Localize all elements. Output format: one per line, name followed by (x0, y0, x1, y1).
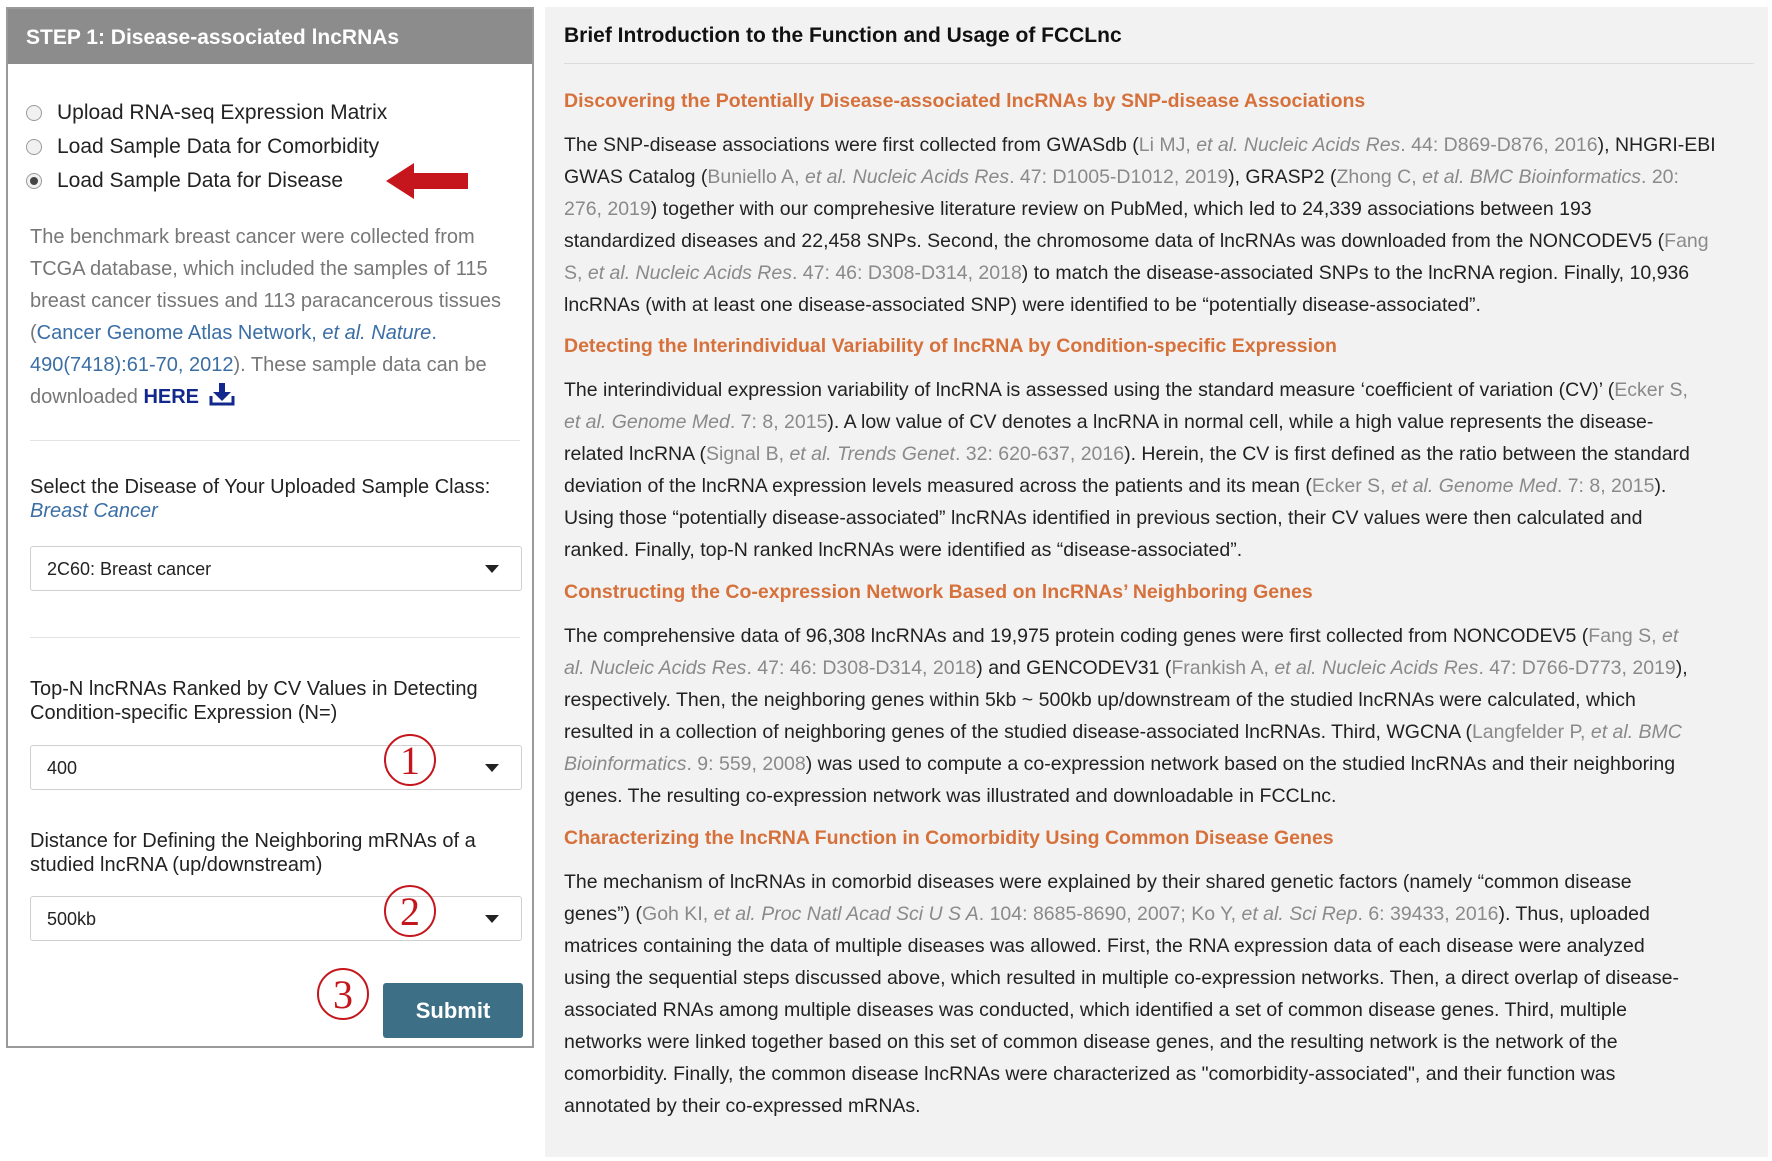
body-text: annotated by their co-expressed mRNAs. (564, 1095, 921, 1117)
citation-text: . 32: 620-637, 2016 (954, 443, 1125, 465)
citation-text: et al. Genome Med (564, 411, 730, 433)
body-text: The SNP-disease associations were first collected from GWASdb ( (564, 134, 1139, 156)
radio-icon[interactable] (26, 139, 42, 155)
citation-text: . 104: 8685-8690, 2007; Ko Y, (978, 903, 1242, 925)
body-text: resulted in a collection of neighboring genes of the studied disease-associated lncRNAs. Third, WGCNA ( (564, 721, 1472, 743)
topn-select[interactable] (30, 745, 522, 790)
citation-text: et al. Nucleic Acids Res (1196, 134, 1401, 156)
citation-text: et al. Nucleic Acids Res (804, 166, 1010, 188)
text-line (564, 1026, 1759, 1058)
citation-text: . 47: 46: D308-D314, 2018 (791, 262, 1022, 284)
citation-text: Bioinformatics (564, 753, 687, 775)
citation-text: . 47: D766-D773, 2019 (1478, 657, 1676, 679)
body-text: standardized diseases and 22,458 SNPs. Second, the chromosome data of lncRNAs was downloaded from the NONCODEV5 ( (564, 230, 1665, 252)
citation-text: . 6: 39433, 2016 (1357, 903, 1499, 925)
text-line (564, 716, 1759, 748)
body-text: The comprehensive data of 96,308 lncRNAs and 19,975 protein coding genes were first collected from NONCODEV5 ( (564, 625, 1589, 647)
text-line (564, 898, 1759, 930)
text-line (564, 930, 1759, 962)
text-line (564, 193, 1759, 225)
distance-select[interactable] (30, 896, 522, 941)
radio-sample-comorbidity[interactable] (26, 131, 379, 163)
body-text: The mechanism of lncRNAs in comorbid diseases were explained by their shared genetic factors (namely “common disease (564, 871, 1632, 893)
body-text: comorbidity. Finally, the common disease lncRNAs were characterized as "comorbidity-associated", and their function was (564, 1063, 1616, 1085)
selected-class-text: Breast Cancer (30, 500, 158, 522)
citation-text: et (1662, 625, 1679, 647)
text-line (564, 470, 1759, 502)
chevron-down-icon[interactable] (485, 764, 499, 772)
body-text: ). A low value of CV denotes a lncRNA in normal cell, while a high value represents the disease- (827, 411, 1654, 433)
text-line (564, 438, 1759, 470)
select-value: 500kb (47, 909, 97, 929)
sample-description: The benchmark breast cancer were collected from TCGA database, which included the samples of 115 breast cancer tissues and 113 paracancerous tissues (Cancer Genome Atlas Network, et al. Nature. 490(7418):61-70, 2012). These sample data can be downloaded HERE (30, 226, 502, 408)
citation-text: Zhong C, (1336, 166, 1423, 188)
citation-text: . 7: 8, 2015 (729, 411, 828, 433)
text-line (564, 780, 1759, 812)
citation-text: . 47: D1005-D1012, 2019 (1009, 166, 1229, 188)
citation-text: Fang S, (1588, 625, 1662, 647)
select-value: 400 (47, 758, 78, 778)
citation-text: S, (564, 262, 588, 284)
select-value: 2C60: Breast cancer (47, 559, 212, 579)
citation-text: Li MJ, (1138, 134, 1197, 156)
body-text: ), (1675, 657, 1688, 679)
distance-label: Distance for Defining the Neighboring mRNAs of a studied lncRNA (up/downstream) (30, 830, 476, 876)
citation-text: al. Nucleic Acids Res (564, 657, 747, 679)
body-text: genes. The resulting co-expression network was illustrated and downloadable in FCCLnc. (564, 785, 1337, 807)
section-title: Detecting the Interindividual Variability of lncRNA by Condition-specific Expression (564, 335, 1337, 357)
citation-text: Langfelder P, (1471, 721, 1591, 743)
body-text: respectively. Then, the neighboring genes within 5kb ~ 500kb up/downstream of the studied lncRNAs were calculated, which (564, 689, 1636, 711)
text-line (564, 866, 1759, 898)
citation-text: et al. Nucleic Acids Res (587, 262, 792, 284)
citation-text: . 47: 46: D308-D314, 2018 (746, 657, 977, 679)
body-text: ), NHGRI-EBI (1597, 134, 1716, 156)
disease-select-label: Select the Disease of Your Uploaded Sample Class: Breast Cancer (30, 475, 525, 523)
citation-text: Signal B, (705, 443, 790, 465)
body-text: GWAS Catalog ( (564, 166, 708, 188)
citation-text: . 44: D869-D876, 2016 (1400, 134, 1598, 156)
citation-text: Goh KI, (642, 903, 714, 925)
section-body (564, 620, 1759, 812)
text-line (564, 620, 1759, 652)
text-line (564, 257, 1759, 289)
body-text: ranked. Finally, top-N ranked lncRNAs were identified as “disease-associated”. (564, 539, 1243, 561)
citation-text: Ecker S, (1311, 475, 1392, 497)
body-text: deviation of the lncRNA expression levels measured across the patients and its mean ( (564, 475, 1312, 497)
radio-label: Load Sample Data for Comorbidity (57, 135, 380, 158)
radio-sample-disease[interactable] (26, 165, 343, 197)
title-divider (564, 63, 1754, 64)
text-line (564, 684, 1759, 716)
annotation-arrow-icon (386, 161, 470, 201)
citation-text: et al. BMC Bioinformatics (1422, 166, 1641, 188)
citation-text: et al. Trends Genet (789, 443, 955, 465)
section-title: Characterizing the lncRNA Function in Comorbidity Using Common Disease Genes (564, 827, 1334, 849)
body-text: associated RNAs among multiple diseases was conducted, which identified a set of common disease genes. Third, multiple (564, 999, 1627, 1021)
body-text: using the sequential steps discussed above, which resulted in multiple co-expression networks. Then, a direct overlap of disease- (564, 967, 1679, 989)
step1-panel (6, 7, 534, 1048)
citation-text: et al. Genome Med (1391, 475, 1557, 497)
text-line (564, 225, 1759, 257)
text-line (564, 161, 1759, 193)
body-text: matrices containing the data of multiple diseases was allowed. First, the RNA expression data of each disease were analyzed (564, 935, 1645, 957)
step-1-marker: 1 (384, 734, 436, 786)
divider (30, 440, 520, 441)
chevron-down-icon[interactable] (485, 915, 499, 923)
body-text: ) was used to compute a co-expression network based on the studied lncRNAs and their neighboring (805, 753, 1676, 775)
citation-text: . 20: (1641, 166, 1679, 188)
body-text: ). Thus, uploaded (1498, 903, 1650, 925)
citation-text: . 7: 8, 2015 (1556, 475, 1655, 497)
radio-label: Upload RNA-seq Expression Matrix (57, 101, 388, 124)
body-text: ) to match the disease-associated SNPs to the lncRNA region. Finally, 10,936 (1021, 262, 1690, 284)
text-line (564, 406, 1759, 438)
body-text: ). (1654, 475, 1667, 497)
step-2-marker: 2 (384, 885, 436, 937)
radio-checked-icon[interactable] (26, 173, 42, 189)
citation-text: et al. Sci Rep (1241, 903, 1358, 925)
text-line (564, 994, 1759, 1026)
body-text: ) together with our comprehesive literature review on PubMed, which led to 24,339 associations between 193 (650, 198, 1592, 220)
citation-text: Frankish A, (1171, 657, 1275, 679)
citation-text: Buniello A, (707, 166, 805, 188)
introduction-panel (545, 7, 1768, 1157)
section-body (564, 866, 1759, 1122)
text-line (564, 962, 1759, 994)
body-text: networks were linked together based on this set of common disease genes, and the resulting network is the network of the (564, 1031, 1618, 1053)
citation-text: Fang (1664, 230, 1709, 252)
body-text: ) and GENCODEV31 ( (976, 657, 1172, 679)
citation-text: . 9: 559, 2008 (686, 753, 806, 775)
citation-text: Ecker S, (1614, 379, 1688, 401)
submit-button[interactable]: Submit (383, 983, 523, 1038)
download-icon[interactable] (209, 382, 235, 406)
citation-text: et al. BMC (1590, 721, 1682, 743)
text-line (564, 374, 1759, 406)
section-title: Constructing the Co-expression Network Based on lncRNAs’ Neighboring Genes (564, 581, 1313, 603)
section-title: Discovering the Potentially Disease-associated lncRNAs by SNP-disease Associations (564, 90, 1366, 112)
body-text: ). Herein, the CV is first defined as the ratio between the standard (1124, 443, 1690, 465)
text-line (564, 534, 1759, 566)
body-text: lncRNAs (with at least one disease-associated SNP) were identified to be “potentially disease-associated”. (564, 294, 1481, 316)
intro-title: Brief Introduction to the Function and Usage of FCCLnc (564, 24, 1122, 47)
section-body (564, 129, 1759, 321)
text-line (564, 748, 1759, 780)
text-line (564, 1090, 1759, 1122)
citation-link[interactable]: Cancer Genome Atlas Network, et al. Nature. 490(7418):61-70, 2012 (30, 322, 437, 376)
body-text: The interindividual expression variability of lncRNA is assessed using the standard measure ‘coefficient of variation (CV)’ ( (564, 379, 1615, 401)
body-text: ), GRASP2 ( (1228, 166, 1337, 188)
text-line (564, 129, 1759, 161)
body-text: Using those “potentially disease-associated” lncRNAs identified in previous section, their CV values were then calculated and (564, 507, 1643, 529)
topn-label: Top-N lncRNAs Ranked by CV Values in Detecting Condition-specific Expression (N=) (30, 678, 478, 724)
text-line (564, 1058, 1759, 1090)
disease-select[interactable] (30, 546, 522, 591)
citation-text: et al. Proc Natl Acad Sci U S A (713, 903, 979, 925)
radio-label: Load Sample Data for Disease (57, 169, 343, 192)
text-line (564, 652, 1759, 684)
citation-text: 276, 2019 (564, 198, 651, 220)
download-here-link[interactable]: HERE (143, 386, 200, 408)
radio-icon[interactable] (26, 105, 42, 121)
step-3-marker: 3 (317, 968, 369, 1020)
radio-upload-matrix[interactable] (26, 97, 387, 129)
body-text: genes”) ( (564, 903, 643, 925)
panel-header: STEP 1: Disease-associated lncRNAs (8, 9, 532, 64)
divider (30, 637, 520, 638)
body-text: related lncRNA ( (564, 443, 706, 465)
chevron-down-icon[interactable] (485, 565, 499, 573)
text-line (564, 502, 1759, 534)
text-line (564, 289, 1759, 321)
section-body (564, 374, 1759, 566)
citation-text: et al. Nucleic Acids Res (1274, 657, 1479, 679)
